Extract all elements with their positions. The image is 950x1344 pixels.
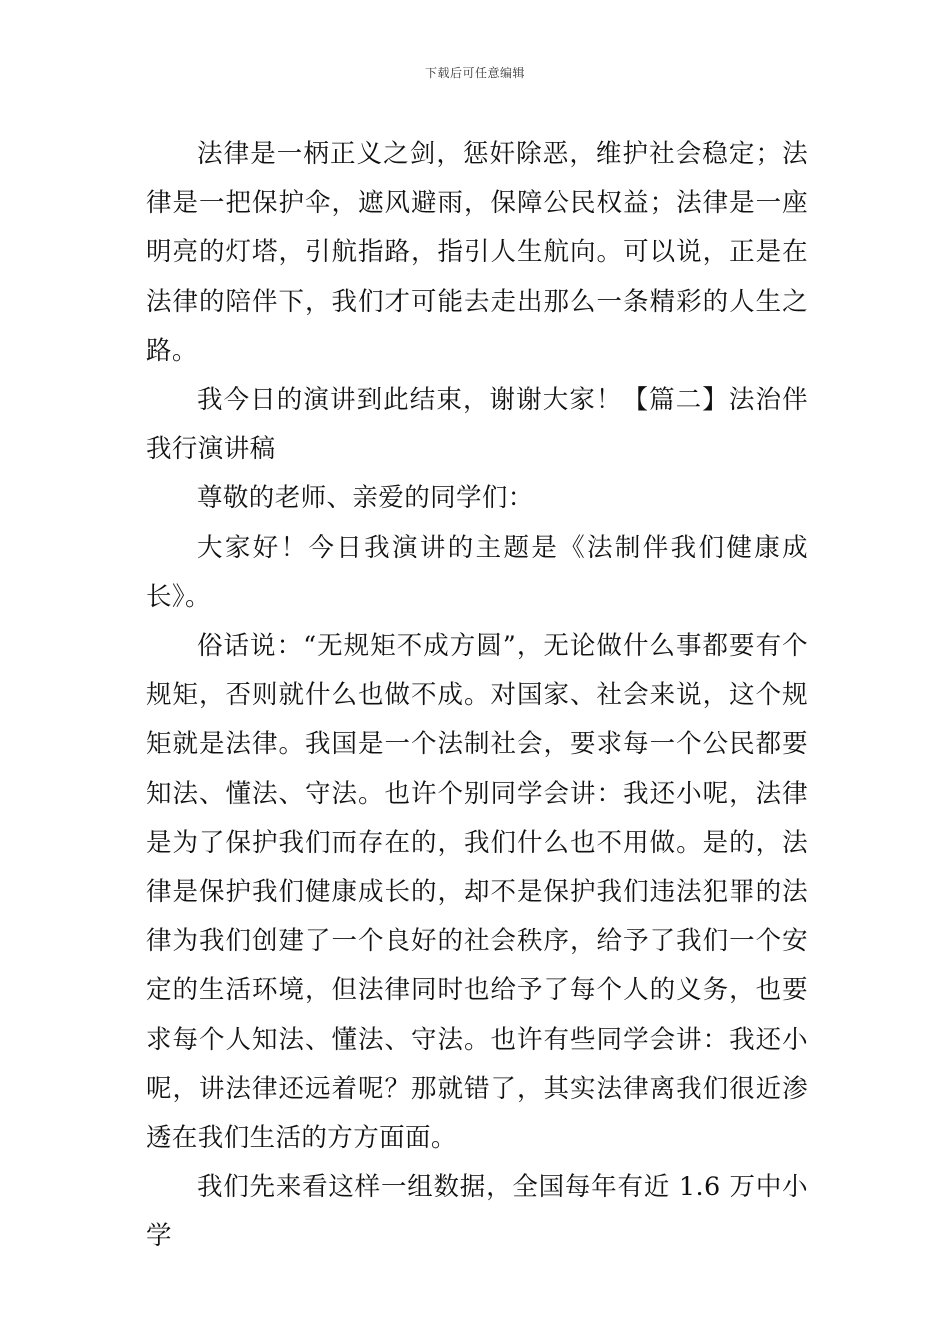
paragraph-rules: 俗话说：“无规矩不成方圆”，无论做什么事都要有个规矩，否则就什么也做不成。对国家、社会来说，这个规矩就是法律。我国是一个法制社会，要求每一个公民都要知法、懂法、守法。也许个别同学会讲：我还小呢，法律是为了保护我们而存在的，我们什么也不用做。是的，法律是保护我们健康成长的，却不是保护我们违法犯罪的法律为我们创建了一个良好的社会秩序，给予了我们一个安定的生活环境，但法律同时也给予了每个人的义务，也要求每个人知法、懂法、守法。也许有些同学会讲：我还小呢，讲法律还远着呢？那就错了，其实法律离我们很近渗透在我们生活的方方面面。 (146, 631, 808, 1154)
paragraph-greeting: 大家好！今日我演讲的主题是《法制伴我们健康成长》。 (146, 532, 808, 612)
paragraph-salutation: 尊敬的老师、亲爱的同学们： (197, 483, 534, 514)
paragraph-speech-end: 我今日的演讲到此结束，谢谢大家！【篇二】法治伴我行演讲稿 (146, 385, 808, 465)
paragraph-statistics: 我们先来看这样一组数据，全国每年有近 1.6 万中小学 (146, 1172, 808, 1252)
page-header-note: 下载后可任意编辑 (424, 66, 525, 80)
document-body (146, 130, 808, 1262)
paragraph-law-metaphor: 法律是一柄正义之剑，惩奸除恶，维护社会稳定；法律是一把保护伞，遮风避雨，保障公民权益；法律是一座明亮的灯塔，引航指路，指引人生航向。可以说，正是在法律的陪伴下，我们才可能去走出那么一条精彩的人生之路。 (146, 139, 808, 366)
